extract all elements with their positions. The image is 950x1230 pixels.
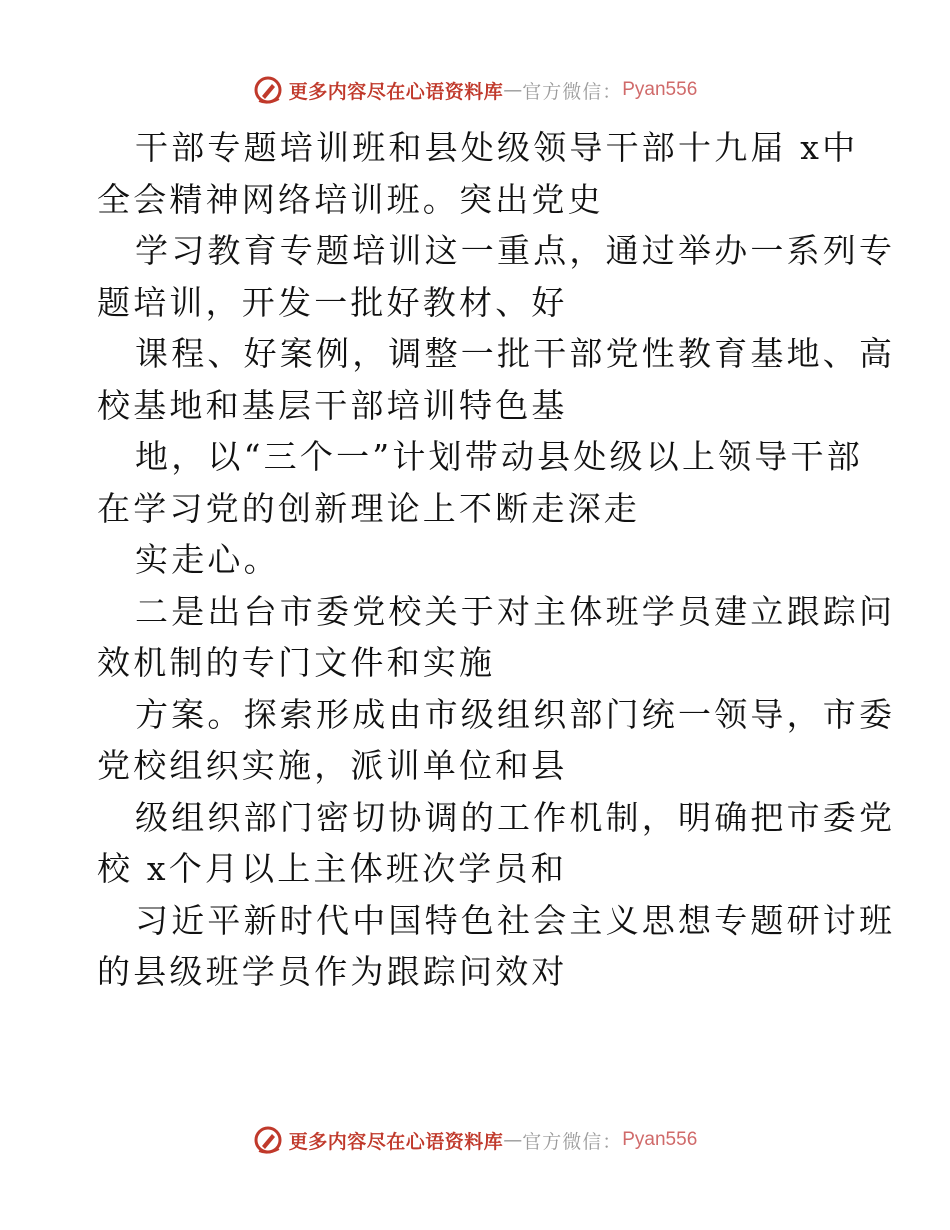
- pen-circle-logo-icon: [253, 75, 283, 105]
- body-line: 在学习党的创新理论上不断走深走: [97, 488, 640, 528]
- body-line: 题培训，开发一批好教材、好: [97, 282, 568, 322]
- body-line: 习近平新时代中国特色社会主义思想专题研讨班: [135, 900, 896, 940]
- footer-banner: [0, 1120, 950, 1160]
- body-line: 地，以“三个一”计划带动县处级以上领导干部: [135, 437, 863, 476]
- body-line: 学习教育专题培训这一重点，通过举办一系列专: [135, 231, 896, 270]
- body-line: 级组织部门密切协调的工作机制，明确把市委党: [135, 797, 896, 837]
- banner-wechat-label: 官方微信：: [522, 80, 623, 103]
- body-line: 方案。探索形成由市级组织部门统一领导，市委: [135, 694, 896, 734]
- banner-wechat-id: Pyan556: [622, 79, 698, 100]
- banner-wechat-label: 官方微信：: [522, 1130, 623, 1153]
- body-line: 二是出台市委党校关于对主体班学员建立跟踪问: [135, 591, 896, 631]
- header-banner: [0, 70, 950, 110]
- body-line: 干部专题培训班和县处级领导干部十九届 x中: [135, 128, 859, 167]
- banner-main-text: 更多内容尽在心语资料库: [288, 1130, 504, 1153]
- body-line: 全会精神网络培训班。突出党史: [97, 179, 604, 219]
- body-line: 课程、好案例，调整一批干部党性教育基地、高: [135, 334, 896, 373]
- banner-wechat-id: Pyan556: [622, 1129, 698, 1150]
- document-body: [97, 122, 896, 998]
- body-line: 校 x个月以上主体班次学员和: [97, 849, 567, 888]
- body-line: 的县级班学员作为跟踪问效对: [97, 952, 568, 991]
- banner-separator: —: [503, 1129, 523, 1151]
- body-line: 效机制的专门文件和实施: [97, 643, 496, 682]
- banner-main-text: 更多内容尽在心语资料库: [288, 80, 504, 103]
- pen-circle-logo-icon: [253, 1125, 283, 1155]
- body-line: 实走心。: [135, 540, 280, 579]
- body-line: 校基地和基层干部培训特色基: [97, 385, 568, 425]
- body-line: 党校组织实施，派训单位和县: [97, 746, 568, 785]
- banner-separator: —: [503, 79, 523, 101]
